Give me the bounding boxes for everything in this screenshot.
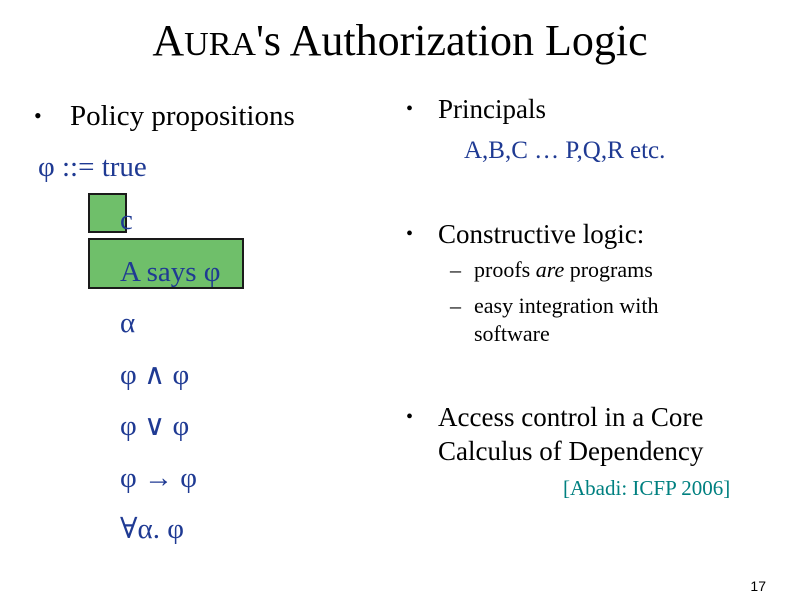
dash-icon: – [450,293,461,318]
grammar-lhs: φ ::= true [38,151,147,183]
title-smallcaps: URA [184,26,256,63]
title-first-letter: A [152,16,185,65]
principals-examples: A,B,C … P,Q,R etc. [464,137,666,164]
grammar-prod-alpha: α [120,307,136,339]
grammar-prod-and: φ ∧ φ [120,359,190,391]
grammar-prod-implies: φ → φ [120,462,197,494]
dash-icon: – [450,257,461,282]
grammar-prod-c: c [120,204,133,236]
slide-title [0,14,800,72]
citation: [Abadi: ICFP 2006] [563,476,731,500]
page-number: 17 [750,578,766,594]
bullet-dot-icon: • [406,406,414,428]
bullet-dot-icon: • [406,98,414,120]
grammar-prod-or: φ ∨ φ [120,410,190,442]
bullet-dot-icon: • [34,103,42,128]
bullet-dot-icon: • [406,223,414,245]
grammar-prod-says: A says φ [120,256,221,288]
grammar-prod-forall: ∀α. φ [120,513,184,545]
left-bullet-text: Policy propositions [70,100,295,132]
title-rest: 's Authorization Logic [255,16,648,65]
